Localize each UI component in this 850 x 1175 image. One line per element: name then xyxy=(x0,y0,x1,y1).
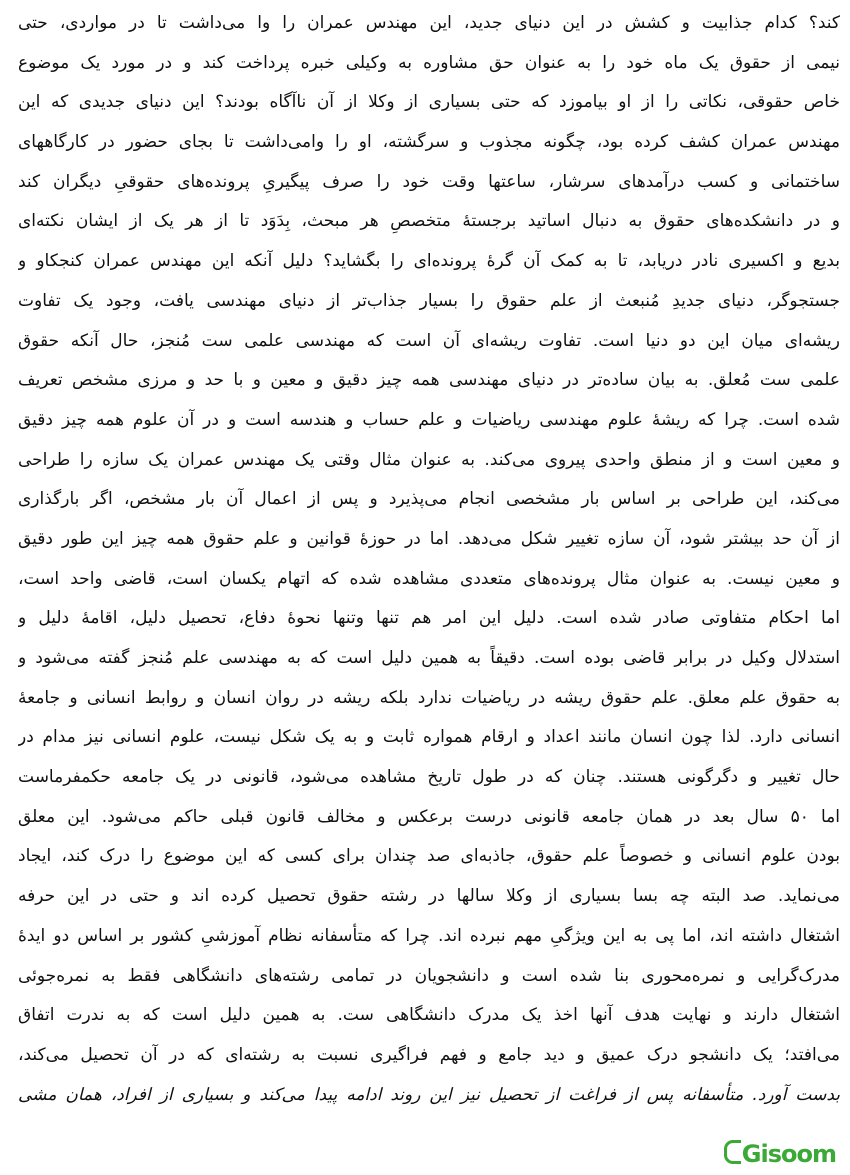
text-line: می‌افتد؛ یک دانشجو درک عمیق و دید جامع و فهم فراگیری نسبت به رشته‌ای که در آن تحصیل می‌کند، xyxy=(18,1044,840,1065)
text-line: خاص حقوقی، نکاتی را از او بیاموزد که حتی بسیاری از وکلا از آن ناآگاه بودند؟ این دنیای جدیدی که این xyxy=(18,92,840,113)
text-line: نیمی از حقوق یک ماه خود را به عنوان حق مشاوره به وکیلی خبره پرداخت کند و در مورد یک موضوع xyxy=(18,52,840,73)
text-line: بودن علوم انسانی و خصوصاً علم حقوق، جاذبه‌ای صد چندان برای کسی که این موضوع را درک کند، ایجاد xyxy=(18,846,840,867)
text-line: اشتغال داشته اند، اما پی به این ویژگیِ مهم نبرده اند. چرا که متأسفانه نظام آموزشیِ کشور بر اساس دو ایدهٔ xyxy=(18,925,840,946)
text-line: اما احکام متفاوتی صادر شده است. دلیل این امر هم تنها وتنها نحوهٔ دفاع، تحصیل دلیل، اقامهٔ دلیل و xyxy=(18,608,840,629)
text-line: علمی ست مُعلق. به بیان ساده‌تر در دنیای مهندسی همه چیز دقیق و معین و با حد و مرزی مشخص تعریف xyxy=(18,370,840,391)
document-body xyxy=(18,6,840,1117)
text-line: حال تغییر و دگرگونی هستند. چنان که در طول تاریخ مشاهده می‌شود، قانونی در یک جامعه حکمفرماست xyxy=(18,767,840,788)
gisoom-logo xyxy=(724,1140,836,1168)
text-line: استدلال وکیل در برابر قاضی بوده است. دقیقاً به همین دلیل است که به مهندسی علم مُنجز گفته می‌شود و xyxy=(18,648,840,668)
logo-text: Gisoom xyxy=(741,1140,836,1168)
text-line: و معین است و از منطق واحدی پیروی می‌کند. به عنوان مثال وقتی یک مهندس عمران یک سازه را طراحی xyxy=(18,449,840,470)
text-line: کند؟ کدام جذابیت و کشش در این دنیای جدید، این مهندس عمران را وا می‌داشت تا در مواردی، حتی xyxy=(18,13,840,33)
text-line: و در دانشکده‌های حقوق به دنبال اساتید برجستهٔ متخصصِ هر مبحث، بِدَوَد تا از هر یک از ایشان نکته‌ای xyxy=(18,211,840,232)
text-line: جستجوگر، دنیای جدیدِ مُنبعث از علم حقوق را بسیار جذاب‌تر از دنیای مهندسی یافت، وجود یک تفاوت xyxy=(18,290,840,311)
text-line: انسانی دارد. لذا چون انسان مانند اعداد و ارقام همواره ثابت و به یک شکل نیست، علوم انسانی نیز مدام در xyxy=(18,727,840,748)
text-line: می‌نماید. صد البته چه بسا بسیاری از وکلا سالها در رشته حقوق تحصیل کرده اند و حتی در این حرفه xyxy=(18,886,840,907)
text-line: ساختمانی و کسب درآمدهای سرشار، ساعتها وقت خود را صرف پیگیریِ پرونده‌های حقوقیِ دیگران کند xyxy=(18,171,840,192)
text-line: مدرک‌گرایی و نمره‌محوری بنا شده است و دانشجویان در تمامی رشته‌های دانشگاهی فقط به نمره‌جوئی xyxy=(18,965,840,986)
text-line: بدست آورد. متأسفانه پس از فراغت از تحصیل نیز این روند ادامه پیدا می‌کند و بسیاری از افراد، همان مشی xyxy=(18,1084,840,1105)
text-line: اشتغال دارند و نهایت هدف آنها اخذ یک مدرک دانشگاهی ست. به همین دلیل است که به ندرت اتفاق xyxy=(18,1005,840,1026)
text-line: اما ۵۰ سال بعد در همان جامعه قانونی درست برعکس و مخالف قانون قبلی حاکم می‌شود. این معلق xyxy=(18,806,840,827)
text-line: ریشه‌ای میان این دو دنیا است. تفاوت ریشه‌ای آن است که مهندسی علمی ست مُنجز، حال آنکه حقوق xyxy=(18,330,840,351)
text-line: شده است. چرا که ریشهٔ علوم مهندسی ریاضیات و علم حساب و هندسه است و در آن علوم همه چیز دقیق xyxy=(18,409,840,430)
text-line: بدیع و اکسیری نادر دریابد، تا به کمک آن گرهٔ پرونده‌ای را بگشاید؟ دلیل آنکه این مهندس عمران کنجکاو و xyxy=(18,251,840,272)
text-line: از آن حد بیشتر شود، آن سازه تغییر شکل می‌دهد. اما در حوزهٔ قوانین و علم حقوق همه چیز این طور دقیق xyxy=(18,528,840,549)
text-line: به حقوق علم معلق. علم حقوق ریشه در ریاضیات ندارد بلکه ریشه در روان انسان و روابط انسانی و جامعهٔ xyxy=(18,687,840,708)
text-line: می‌کند، این طراحی بر اساس بار مشخصی انجام می‌پذیرد و پس از اعمال آن بار مشخص، اگر بارگذاری xyxy=(18,489,840,510)
logo-mark-icon xyxy=(724,1140,741,1164)
text-line: مهندس عمران کشف کرده بود، چگونه مجذوب و سرگشته، او را وامی‌داشت تا بجای حضور در کارگاههای xyxy=(18,132,840,153)
text-line: و معین نیست. به عنوان مثال پرونده‌های متعددی مشاهده شده که اتهام یکسان است، قاضی واحد است، xyxy=(18,568,840,589)
